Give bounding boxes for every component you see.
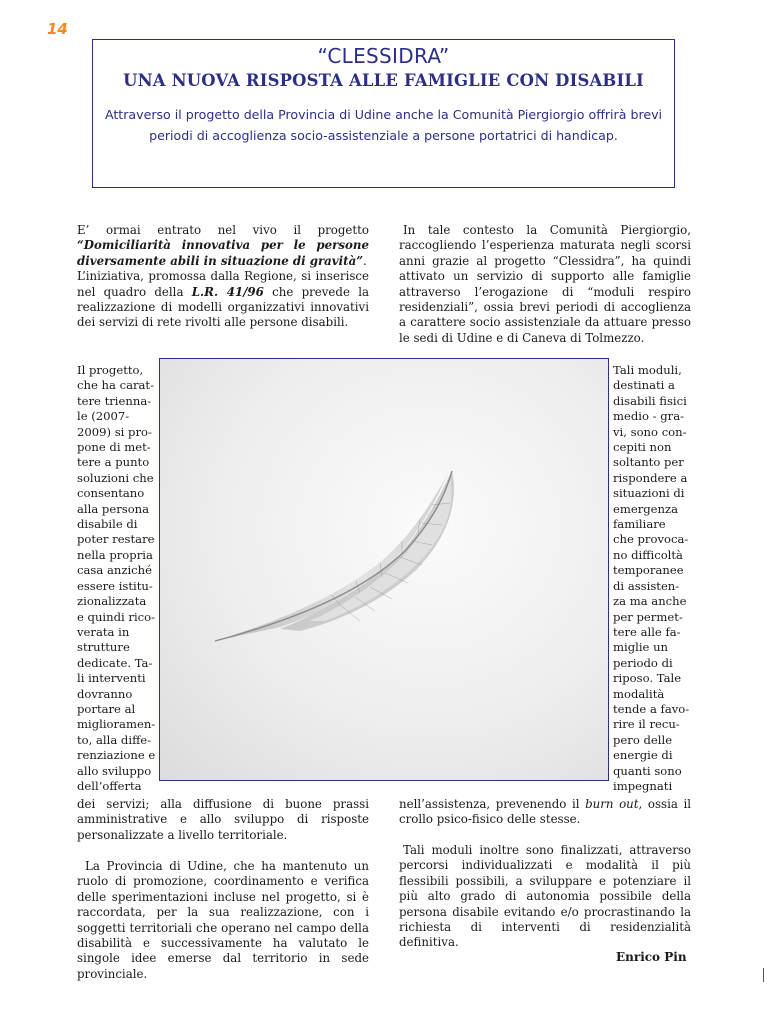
intro-end: .	[363, 253, 367, 268]
headline-box	[92, 39, 675, 188]
left-wrap-text: Il progetto, che ha carat- tere trienna- le (2007- 2009) si pro- pone di met- tere a punto soluzioni che consentano alla persona disabile di poter restare nella propria casa anziché essere istitu- zionalizzata e quindi rico- verata in strutture dedicate. Ta- li interventi dovranno portare al miglioramen- to, alla diffe- renziazione e allo sviluppo dell’offerta	[77, 363, 156, 793]
right-paragraph-1: In tale contesto la Comunità Piergiorgio, raccogliendo l’esperienza maturata negli scorsi anni grazie al progetto “Clessidra”, ha quindi attivato un servizio di supporto alle famiglie attraverso l’erogazione di “moduli respiro residenziali”, ossia brevi periodi di accoglienza a carattere socio assistenziale da attuare presso le sedi di Udine e di Caneva di Tolmezzo.	[399, 223, 691, 345]
right-after-text-end: , ossia il crollo psico-fisico delle stesse.	[399, 797, 692, 827]
edge-mark	[763, 968, 764, 982]
author-signature: Enrico Pin	[616, 950, 687, 964]
project-name: “Domiciliarità innovativa per le persone diversamente abili in situazione di gravità”	[77, 238, 369, 268]
left-after-figure: dei servizi; alla diffusione di buone prassi amministrative e allo sviluppo di risposte personalizzate a livello territoriale.	[77, 797, 369, 842]
feather-photo	[159, 358, 609, 781]
headline-summary: Attraverso il progetto della Provincia di Udine anche la Comunità Piergiorgio offrirà brevi periodi di accoglienza socio-assistenziale a persone portatrici di handicap.	[104, 107, 663, 143]
right-paragraph-3: Tali moduli inoltre sono finalizzati, attraverso percorsi individualizzati e modalità il più flessibili possibili, a sviluppare e potenziare il più alto grado di autonomia possibile della persona disabile evitando e/o procrastinando la richiesta di interventi di residenzialità definitiva.	[399, 843, 691, 950]
intro-paragraph	[77, 223, 369, 331]
intro-text-2: L’iniziativa, promossa dalla Regione, si inserisce nel quadro della	[77, 269, 369, 299]
intro-text-2-end: che prevede la realizzazione di modelli organizzativi innovativi dei servizi di rete rivolti alle persone disabili.	[77, 284, 369, 330]
page-number: 14	[47, 20, 68, 38]
law-reference: L.R. 41/96	[191, 284, 264, 299]
left-paragraph-4: La Provincia di Udine, che ha mantenuto un ruolo di promozione, coordinamento e verifica delle sperimentazioni incluse nel progetto, si è raccordata, per la sua realizzazione, con i soggetti territoriali che operano nel campo della disabilità e successivamente ha valutato le singole idee emerse dal territorio in sede provinciale.	[77, 859, 369, 981]
feather-icon	[160, 359, 609, 781]
right-after-text: nell’assistenza, prevenendo il	[399, 797, 586, 811]
burn-out-term: burn out	[585, 797, 639, 811]
right-after-figure	[399, 797, 691, 828]
headline-subtitle: UNA NUOVA RISPOSTA ALLE FAMIGLIE CON DISABILI	[123, 71, 644, 90]
intro-text: E’ ormai entrato nel vivo il progetto	[77, 223, 369, 237]
right-wrap-text: Tali moduli, destinati a disabili fisici medio - gra- vi, sono con- cepiti non soltanto per rispondere a situazioni di emergenza familiare che provoca- no difficoltà temporanee di assisten- za ma anche per permet- tere alle fa- miglie un periodo di riposo. Tale modalità tende a favo- rire il recu- pero delle energie di quanti sono impegnati	[613, 363, 690, 793]
headline-title: “CLESSIDRA”	[317, 44, 450, 68]
